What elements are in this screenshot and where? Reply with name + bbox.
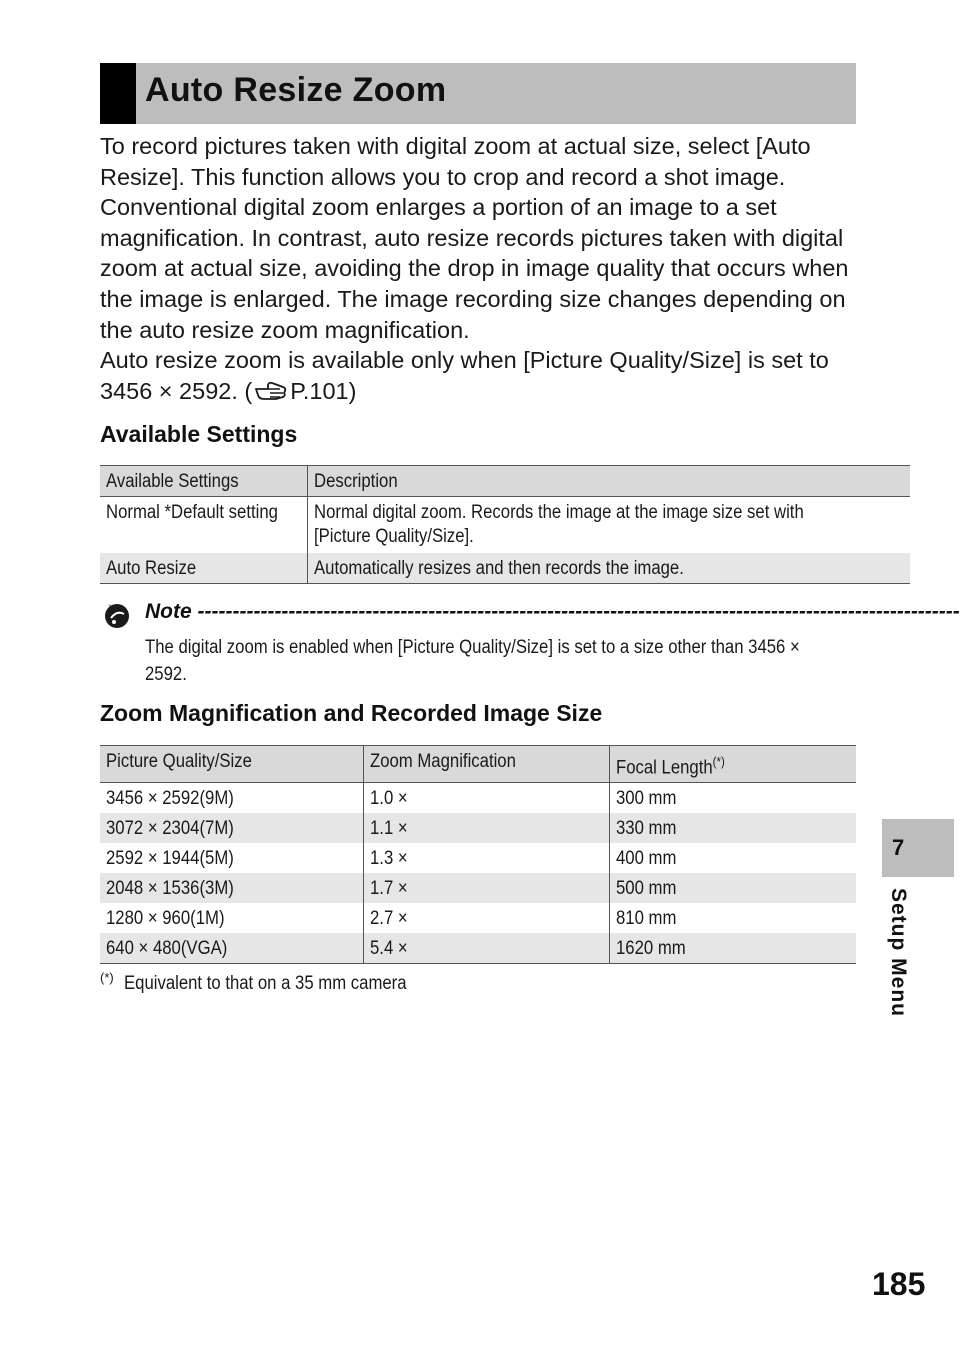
column-header: Available Settings <box>100 466 308 497</box>
table-cell: 1.1 × <box>363 813 609 843</box>
footnote <box>100 970 445 995</box>
table-cell: 3456 × 2592(9M) <box>106 788 234 810</box>
column-header: Description <box>308 466 911 497</box>
zoom-table-heading: Zoom Magnification and Recorded Image Size <box>100 700 603 726</box>
table-cell: 500 mm <box>609 873 856 903</box>
note-label: Note <box>145 600 192 623</box>
table-cell: 810 mm <box>609 903 856 933</box>
pointing-hand-icon <box>254 379 288 410</box>
table-cell: 2048 × 1536(3M) <box>100 873 363 903</box>
note-pencil-icon <box>102 600 132 635</box>
table-cell: 2.7 × <box>363 903 609 933</box>
table-cell: 1620 mm <box>609 933 856 964</box>
table-cell: 640 × 480(VGA) <box>100 933 363 964</box>
column-header: Focal Length(*) <box>609 746 856 783</box>
chapter-number: 7 <box>892 835 905 860</box>
intro-paragraph-2-text: Auto resize zoom is available only when [Picture Quality/Size] is set to 3456 × 2592. ( <box>100 347 829 404</box>
table-row <box>100 903 856 933</box>
intro-paragraph-2 <box>100 345 860 409</box>
note-text: The digital zoom is enabled when [Picture Quality/Size] is set to a size other than 3456 × 2592. <box>145 637 800 685</box>
table-cell: 300 mm <box>609 783 856 814</box>
footnote-mark: (*) <box>100 970 114 985</box>
table-cell: Normal *Default setting <box>106 502 278 523</box>
table-row <box>100 933 856 964</box>
available-settings-table <box>100 465 910 584</box>
available-settings-heading: Available Settings <box>100 421 298 447</box>
table-cell: Automatically resizes and then records the image. <box>308 553 911 584</box>
table-cell: 5.4 × <box>363 933 609 964</box>
column-header: Picture Quality/Size <box>100 746 363 783</box>
table-cell: 1.0 × <box>363 783 609 814</box>
table-cell: Normal digital zoom. Records the image at the image size set with [Picture Quality/Size]. <box>308 497 911 554</box>
page-title: Auto Resize Zoom <box>145 71 447 109</box>
table-row <box>100 843 856 873</box>
table-cell: 400 mm <box>609 843 856 873</box>
chapter-label: Setup Menu <box>887 888 910 1017</box>
table-row <box>100 813 856 843</box>
table-row <box>100 553 910 584</box>
footnote-marker: (*) <box>712 754 725 769</box>
page-number: 185 <box>872 1266 926 1302</box>
table-cell: 1280 × 960(1M) <box>106 908 225 930</box>
table-row <box>100 497 910 554</box>
intro-paragraph-1: To record pictures taken with digital zoom at actual size, select [Auto Resize]. This function allows you to crop and record a shot image. Conventional digital zoom enlarges a portion of an image to a set magnification. In contrast, auto resize records pictures taken with digital zoom at actual size, avoiding the drop in image quality that occurs when the image is enlarged. The image recording size changes depending on the auto resize zoom magnification. <box>100 133 849 343</box>
column-header: Zoom Magnification <box>363 746 609 783</box>
footnote-text: Equivalent to that on a 35 mm camera <box>123 973 407 995</box>
table-cell: 330 mm <box>609 813 856 843</box>
table-header-row <box>100 746 856 783</box>
table-cell: 2592 × 1944(5M) <box>106 848 234 870</box>
chapter-tab <box>882 819 954 877</box>
title-marker <box>100 63 136 124</box>
table-row <box>100 873 856 903</box>
table-cell: 1.7 × <box>363 873 609 903</box>
note-heading <box>145 600 960 628</box>
note-rule: ------------------------------------------------------------------------------------------------------------- <box>197 600 960 623</box>
page-reference: P.101) <box>290 377 357 404</box>
table-cell: Auto Resize <box>100 553 308 584</box>
table-header-row <box>100 466 910 497</box>
table-row <box>100 783 856 814</box>
zoom-magnification-table <box>100 745 856 964</box>
table-cell: 1.3 × <box>363 843 609 873</box>
title-bar <box>100 63 856 124</box>
table-cell: 3072 × 2304(7M) <box>100 813 363 843</box>
intro-text <box>100 131 860 409</box>
